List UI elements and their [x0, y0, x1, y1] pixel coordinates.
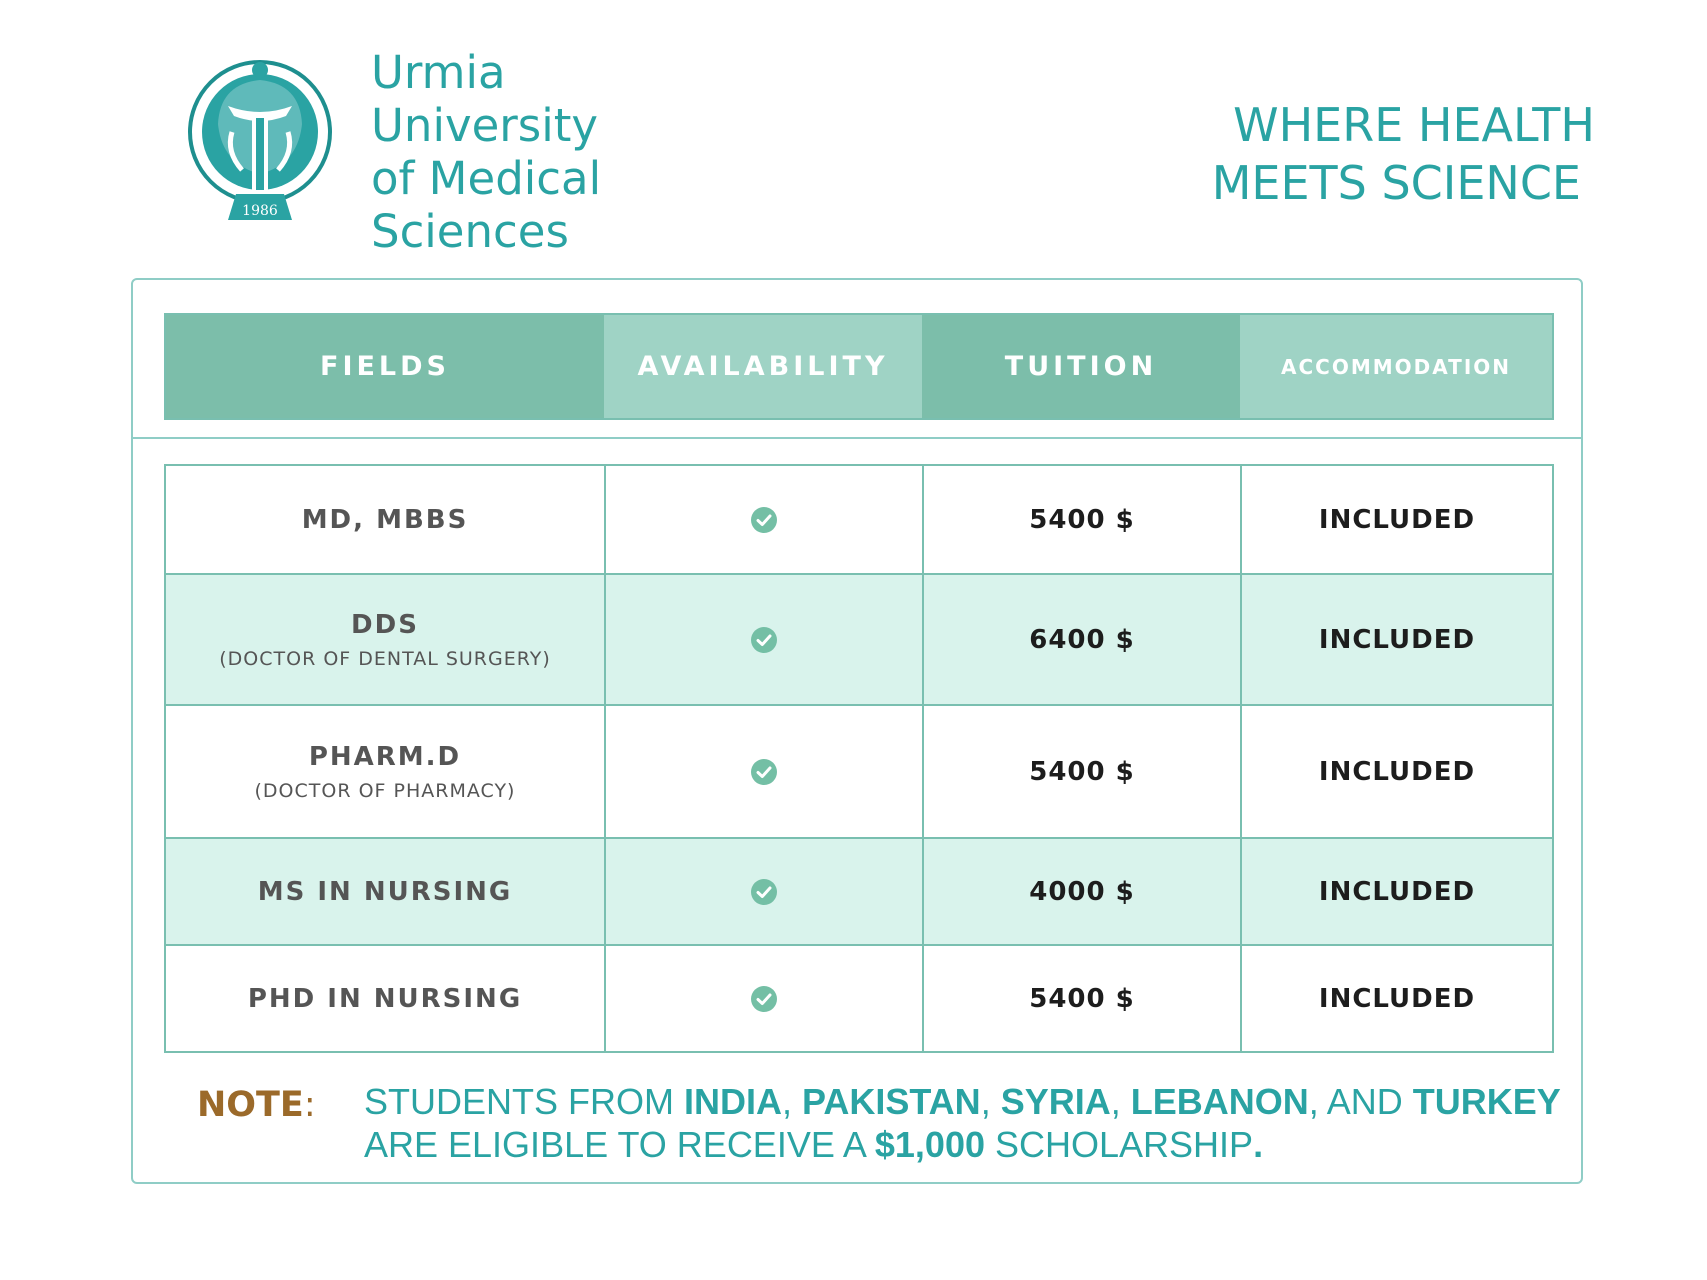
country-lebanon: LEBANON: [1130, 1081, 1309, 1122]
tuition-card: [131, 278, 1583, 1184]
university-name-line: of Medical: [371, 152, 602, 205]
tuition-value: 6400 $: [1029, 624, 1135, 655]
country-syria: SYRIA: [1000, 1081, 1111, 1122]
column-header-tuition: TUITION: [922, 315, 1240, 418]
country-india: INDIA: [684, 1081, 782, 1122]
note-label: NOTE:: [197, 1085, 316, 1125]
country-pakistan: PAKISTAN: [802, 1081, 981, 1122]
tagline: [1075, 96, 1595, 212]
column-header-availability: AVAILABILITY: [604, 315, 922, 418]
table-header: [164, 313, 1554, 420]
column-header-accommodation: ACCOMMODATION: [1240, 315, 1552, 418]
tagline-line: MEETS SCIENCE: [1211, 156, 1581, 210]
logo-year: 1986: [242, 203, 278, 219]
field-name: MD, MBBS: [301, 504, 469, 535]
accommodation-value: INCLUDED: [1318, 504, 1476, 535]
accommodation-value: INCLUDED: [1318, 983, 1476, 1014]
university-name: [371, 46, 601, 258]
tuition-value: 5400 $: [1029, 756, 1135, 787]
tuition-value: 4000 $: [1029, 876, 1135, 907]
field-name: DDS: [351, 609, 419, 640]
field-subtitle: (DOCTOR OF PHARMACY): [254, 779, 516, 802]
accommodation-value: INCLUDED: [1318, 756, 1476, 787]
tuition-value: 5400 $: [1029, 504, 1135, 535]
field-name: PHD IN NURSING: [247, 983, 523, 1014]
note-text: STUDENTS FROM INDIA, PAKISTAN, SYRIA, LEBANON, AND TURKEY ARE ELIGIBLE TO RECEIVE A $1,000 SCHOLARSHIP.: [364, 1081, 1561, 1165]
programs-table: [164, 464, 1554, 1053]
tuition-value: 5400 $: [1029, 983, 1135, 1014]
table-row: [166, 944, 1552, 1051]
check-circle-icon: [750, 878, 778, 906]
field-subtitle: (DOCTOR OF DENTAL SURGERY): [219, 647, 551, 670]
check-circle-icon: [750, 758, 778, 786]
check-circle-icon: [750, 506, 778, 534]
accommodation-value: INCLUDED: [1318, 624, 1476, 655]
table-row: [166, 573, 1552, 704]
column-header-fields: FIELDS: [166, 315, 604, 418]
university-name-line: University: [371, 99, 598, 152]
field-name: PHARM.D: [308, 741, 462, 772]
field-name: MS IN NURSING: [257, 876, 513, 907]
university-name-line: Sciences: [371, 205, 569, 258]
scholarship-amount: $1,000: [874, 1124, 985, 1165]
country-turkey: TURKEY: [1412, 1081, 1561, 1122]
table-row: [166, 837, 1552, 944]
table-row: [166, 466, 1552, 573]
university-name-line: Urmia: [371, 46, 506, 99]
university-seal-icon: [180, 44, 340, 244]
accommodation-value: INCLUDED: [1318, 876, 1476, 907]
check-circle-icon: [750, 626, 778, 654]
check-circle-icon: [750, 985, 778, 1013]
divider: [133, 437, 1581, 439]
table-row: [166, 704, 1552, 837]
tagline-line: WHERE HEALTH: [1233, 98, 1595, 152]
